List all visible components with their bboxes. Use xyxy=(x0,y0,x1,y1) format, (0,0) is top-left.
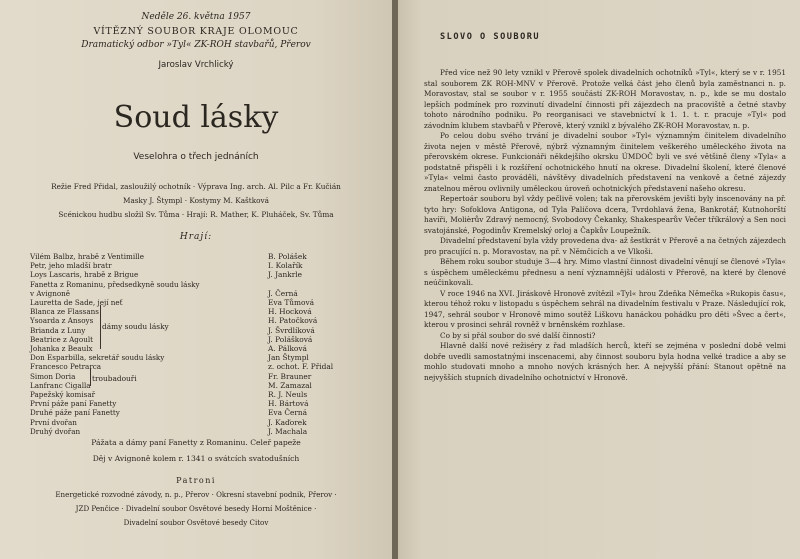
ensemble-name: VÍTĚZNÝ SOUBOR KRAJE OLOMOUC xyxy=(93,26,299,37)
cast-actor: Eva Tůmová xyxy=(268,298,315,307)
patrons-line-1: Energetické rozvodné závody, n. p., Přerov · Okresní stavební podnik, Přerov · xyxy=(55,490,337,499)
cast-actor: Jan Štympl xyxy=(268,353,309,363)
ladies-label: dámy soudu lásky xyxy=(102,322,169,331)
cast-role: Beatrice z Agoult xyxy=(30,334,94,344)
cast-actor: Eva Černá xyxy=(268,408,308,418)
patrons-line-2: JZD Penčice · Divadelní soubor Osvětové besedy Horní Moštěnice · xyxy=(75,504,317,513)
cast-actor: J. Švrdlíková xyxy=(268,325,315,335)
cast-role: Lanfranc Cigalla xyxy=(30,380,91,390)
paragraph: Hlavně další nové režiséry z řad mladších herců, kteří se zejména v poslední době velmi dobře uvedli samostatnými inscenacemi, aby činnost souboru byla hodna velké tradice a aby se mohlo studovati mnoho a mnoho nových krásných her. A nejvyšší přání: Stanout opětně na nejvyšších stupních divadelního ochotnictví v Hronově. xyxy=(424,341,786,382)
cast-actor: A. Pálková xyxy=(268,344,307,353)
cast-actor: J. Jankrle xyxy=(268,270,302,280)
ladies-bracket xyxy=(98,305,101,349)
cast-actor: B. Polášek xyxy=(268,252,307,261)
article-body xyxy=(424,68,786,383)
play-subtitle: Veselohra o třech jednáních xyxy=(133,152,259,162)
paragraph: Po celou dobu svého trvání je divadelní soubor »Tyl« významným činitelem divadelního života nejen v městě Přerově, nýbrž významným činitelem veškerého uměleckého života na přerovském okrese. Funkcionáři někdejšího okrsku ÚMDOČ byli ve své většině členy »Tyla« a podstatně přispěli i k rozšíření ochotnického hnutí na okrese. Divadelní školení, které členové »Tyla« velmi často prováděli, návštěvy divadelních představení na venkově a četné zájezdy znatelnou měrou ovlivnily uměleckou úroveň ochotnických představení našeho okresu. xyxy=(424,131,786,193)
cast-actor: I. Kolařík xyxy=(268,261,303,271)
cast-role: Vilém Balbz, hrabě z Ventimille xyxy=(30,252,144,261)
author-name: Jaroslav Vrchlický xyxy=(158,60,234,70)
patrons-line-3: Divadelní soubor Osvětové besedy Citov xyxy=(123,518,269,527)
department-name: Dramatický odbor »Tyl« ZK-ROH stavbařů, Přerov xyxy=(81,40,311,50)
performance-date: Neděle 26. května 1957 xyxy=(141,12,251,22)
cast-actor: z. ochot. F. Přidal xyxy=(268,362,334,372)
cast-role: Papežský komisař xyxy=(30,390,96,399)
paragraph: V roce 1946 na XVI. Jiráskově Hronově zvítězil »Tyl« hrou Zdeňka Němečka »Rukopis času«, kterou téhož roku v listopadu s úspěchem sehrál na divadelním festivalu v Praze. Následující rok, 1947, sehrál soubor v Hronově mimo soutěž Liškovu hanáckou pohádku pro děti »Švec a čert«, kterou v prosinci sehrál rovněž v brněnském rozhlase. xyxy=(424,288,786,329)
cast-role: Don Esparbilla, sekretář soudu lásky xyxy=(30,353,165,363)
cast-role: Francesco Petrarca xyxy=(30,362,102,372)
cast-actor: J. Černá xyxy=(268,288,298,298)
cast-role: První páže paní Fanetty xyxy=(30,399,117,409)
cast-actor: R. J. Neuls xyxy=(268,390,308,399)
paragraph: Repertoár souboru byl vždy pečlivě volen; tak na přerovském jevišti byly inscenovány na př. tyto hry: Sofoklova Antigona, od Tyla Paličova dcera, Tvrdohlavá žena, Bankrotář, Kutnohorští havíři, Molièrův Zdravý nemocný, Svobodovy Čekanky, Shakespearův Večer tříkrálový a Sen noci svatojánské, Pogodinův Kremelský orloj a Čapkův Loupežník. xyxy=(424,194,786,235)
credits-line-2: Masky J. Štympl · Kostymy M. Kaštková xyxy=(122,196,270,205)
paragraph: Během roku soubor studuje 3—4 hry. Mimo vlastní činnost divadelní věnují se členové »Tyla« s úspěchem uměleckému přednesu a není významnější události v Přerově, na které by členové neúčinkovali. xyxy=(424,257,786,287)
cast-role: Blanca ze Flassans xyxy=(30,307,99,317)
cast-role: v Avignoně xyxy=(30,288,71,298)
cast-role: První dvořan xyxy=(30,417,77,427)
troubadours-label: troubadouři xyxy=(92,374,137,383)
cast-role: Fanetta z Romaninu, předsedkyně soudu lásky xyxy=(30,279,200,289)
cast-role: Johanka z Beaulx xyxy=(30,344,93,353)
paragraph: Před více než 90 lety vznikl v Přerově spolek divadelních ochotníků »Tyl«, který se v r. 1951 stal souborem ZK ROH-MNV v Přerově. Protože velká část jeho členů byla zaměstnanci n. p. Moravostav, stal se soubor v r. 1955 součástí ZK-ROH Moravostav, n. p., kde se mu dostalo lepších podmínek pro rozvinutí divadelní činnosti při zájezdech na pracoviště a četné stavby tohoto národního podniku. Po reorganisaci ve stavebnictví k 1. 1. t. r. pracuje »Tyl« pod závodním klubem stavbařů v Přerově, který vznikl z bývalého ZK-ROH Moravostav, n. p. xyxy=(424,68,786,130)
section-heading: SLOVO O SOUBORU xyxy=(440,32,541,42)
paragraph: Divadelní představení byla vždy provedena dva- až šestkrát v Přerově a na četných zájezdech pro pracující n. p. Moravostav, na př. v Němčicích a ve Vlkoši. xyxy=(424,236,786,256)
credits-line-3: Scénickou hudbu složil Sv. Tůma · Hrají: R. Mather, K. Pluháček, Sv. Tůma xyxy=(58,210,334,219)
cast-actor: H. Patočková xyxy=(268,316,318,326)
pages-note: Pážata a dámy paní Fanetty z Romaninu. Celeř papeže xyxy=(91,438,301,447)
patrons-heading: Patroni xyxy=(176,476,216,485)
cast-role: Ysoarda z Ansoys xyxy=(30,316,94,326)
cast-role: Petr, jeho mladší bratr xyxy=(30,261,112,271)
cast-actor: M. Zamazal xyxy=(268,380,312,390)
cast-role: Loys Lascaris, hrabě z Brigue xyxy=(30,270,139,280)
cast-role: Druhý dvořan xyxy=(30,426,81,436)
cast-actor: J. Polášková xyxy=(268,334,313,344)
cast-actor: H. Hocková xyxy=(268,307,312,317)
cast-actor: H. Bártová xyxy=(268,399,309,409)
cast-role: Brianda z Luny xyxy=(30,325,86,335)
cast-role: Druhé páže paní Fanetty xyxy=(30,408,120,418)
setting-note: Děj v Avignoně kolem r. 1341 o svátcích svatodušních xyxy=(92,454,300,463)
cast-actor: J. Kaďorek xyxy=(268,417,307,427)
play-title: Soud lásky xyxy=(113,100,279,135)
cast-role: Lauretta de Sade, její neť xyxy=(30,298,123,307)
paragraph: Co by si přál soubor do své další činnosti? xyxy=(440,330,596,340)
cast-actor: Fr. Brauner xyxy=(268,371,312,381)
cast-actor: J. Machala xyxy=(268,426,308,436)
cast-heading: Hrají: xyxy=(179,232,213,242)
cast-role: Simon Doria xyxy=(30,371,76,381)
troubadours-bracket xyxy=(88,368,91,386)
credits-line-1: Režie Fred Přidal, zasloužilý ochotník · Výprava Ing. arch. Al. Pilc a Fr. Kučián xyxy=(51,182,341,191)
